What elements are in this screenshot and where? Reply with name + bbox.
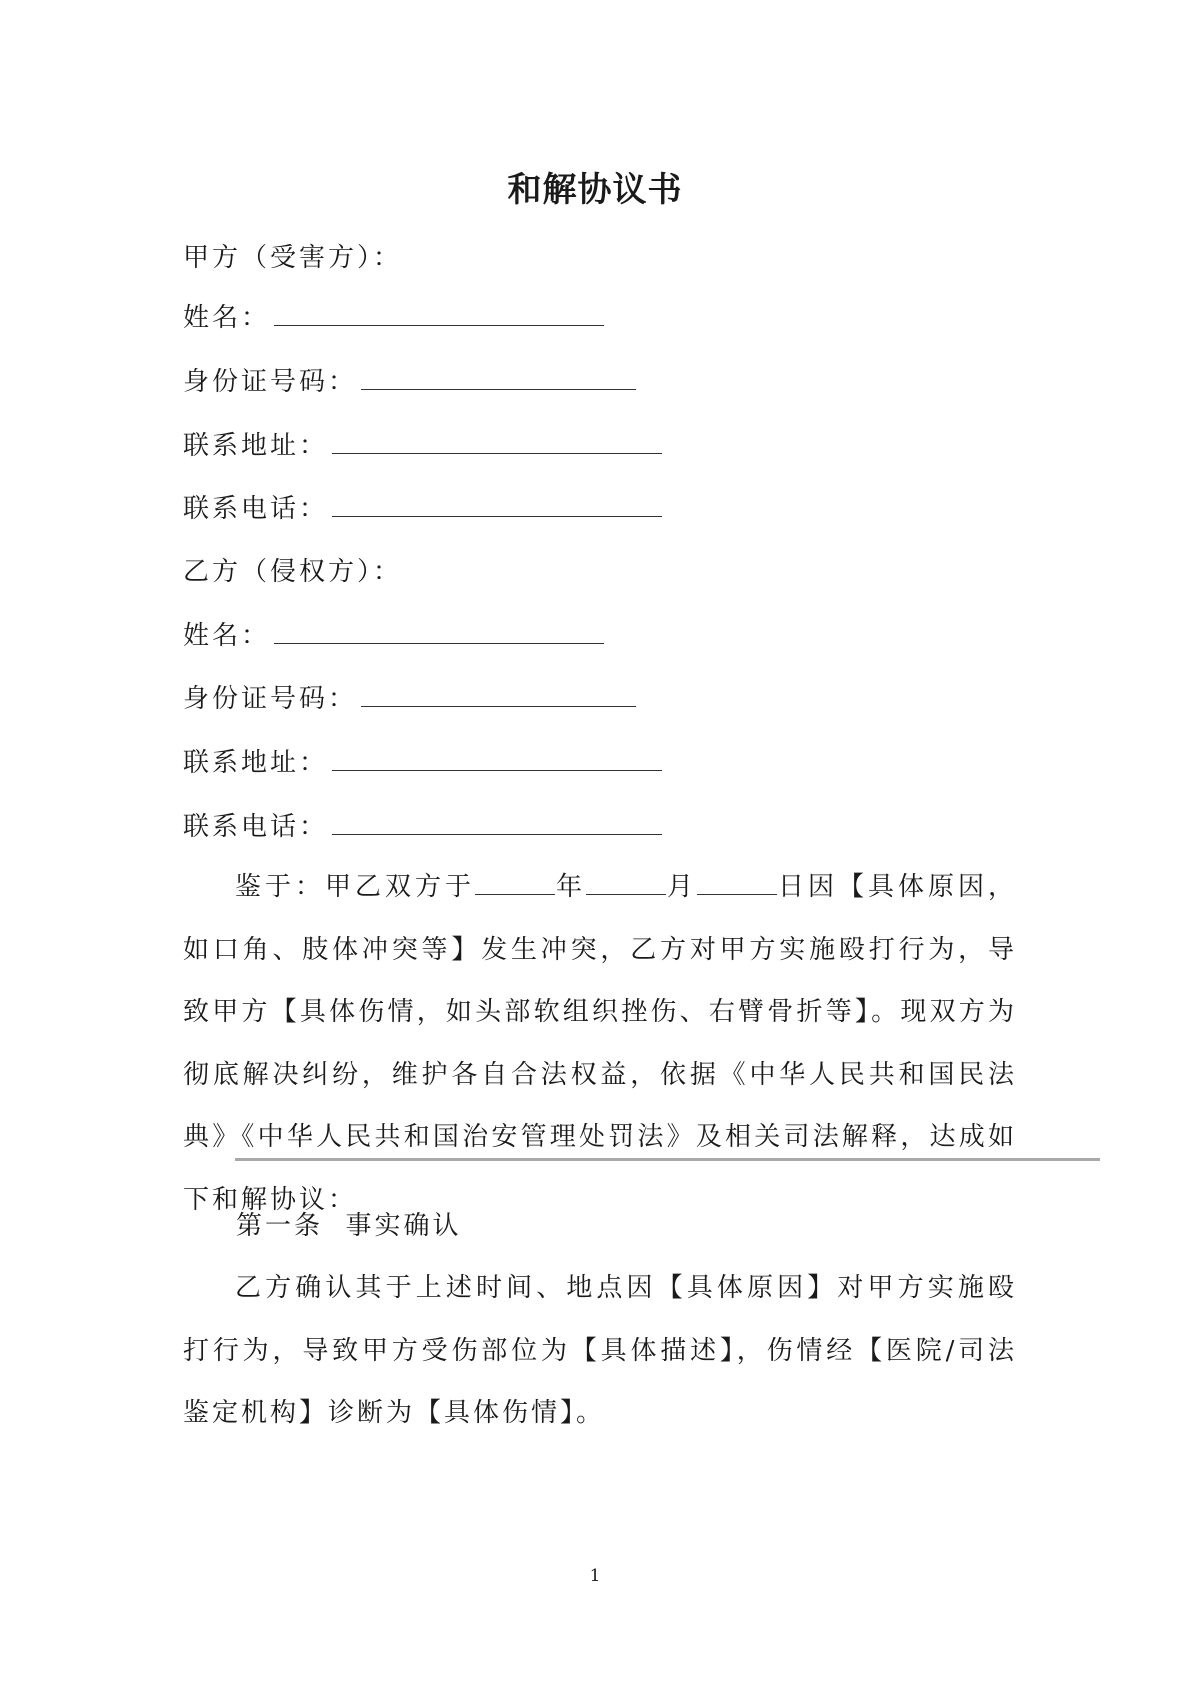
party-a-id-row (183, 363, 636, 400)
month-blank (586, 868, 666, 895)
party-b-address-row (183, 744, 662, 781)
preamble-start: 鉴于：甲乙双方于 (235, 872, 475, 902)
preamble-paragraph (183, 856, 1017, 1231)
section-divider (235, 1158, 1100, 1161)
party-b-phone-row (183, 808, 662, 845)
party-a-address-blank (332, 427, 662, 454)
party-b-address-label: 联系地址： (183, 748, 329, 778)
party-a-id-label: 身份证号码： (183, 367, 358, 397)
party-a-heading: 甲方（受害方）： (183, 243, 403, 273)
article-1-heading: 第一条 事实确认 (236, 1211, 462, 1241)
party-a-phone-row (183, 490, 662, 527)
party-a-phone-blank (332, 490, 662, 517)
party-b-phone-label: 联系电话： (183, 812, 329, 842)
party-b-phone-blank (332, 808, 662, 835)
party-b-id-row (183, 680, 636, 717)
party-a-id-blank (361, 363, 636, 390)
party-a-address-row (183, 427, 662, 464)
party-a-name-blank (274, 299, 604, 326)
preamble-rest: 日因【具体原因，如口角、肢体冲突等】发生冲突，乙方对甲方实施殴打行为，导致甲方【具体伤情，如头部软组织挫伤、右臂骨折等】。现双方为彻底解决纠纷，维护各自合法权益，依据《中华人民共和国民法典》《中华人民共和国治安管理处罚法》及相关司法解释，达成如下和解协议： (183, 872, 1017, 1215)
party-a-address-label: 联系地址： (183, 431, 329, 461)
month-label: 月 (665, 872, 697, 902)
party-b-name-blank (274, 617, 604, 644)
party-b-heading: 乙方（侵权方）： (183, 557, 403, 587)
party-a-phone-label: 联系电话： (183, 494, 329, 524)
day-blank (697, 868, 777, 895)
party-a-name-row (183, 299, 604, 336)
page-number: 1 (589, 1566, 601, 1586)
party-b-name-row (183, 617, 604, 654)
party-b-address-blank (332, 744, 662, 771)
article-1-body: 乙方确认其于上述时间、地点因【具体原因】对甲方实施殴打行为，导致甲方受伤部位为【具体描述】，伤情经【医院/司法鉴定机构】诊断为【具体伤情】。 (183, 1273, 1017, 1428)
party-b-id-blank (361, 680, 636, 707)
year-blank (475, 868, 555, 895)
party-b-name-label: 姓名： (183, 621, 271, 651)
party-b-id-label: 身份证号码： (183, 684, 358, 714)
year-label: 年 (554, 872, 586, 902)
party-a-name-label: 姓名： (183, 303, 271, 333)
document-title: 和解协议书 (507, 170, 683, 210)
